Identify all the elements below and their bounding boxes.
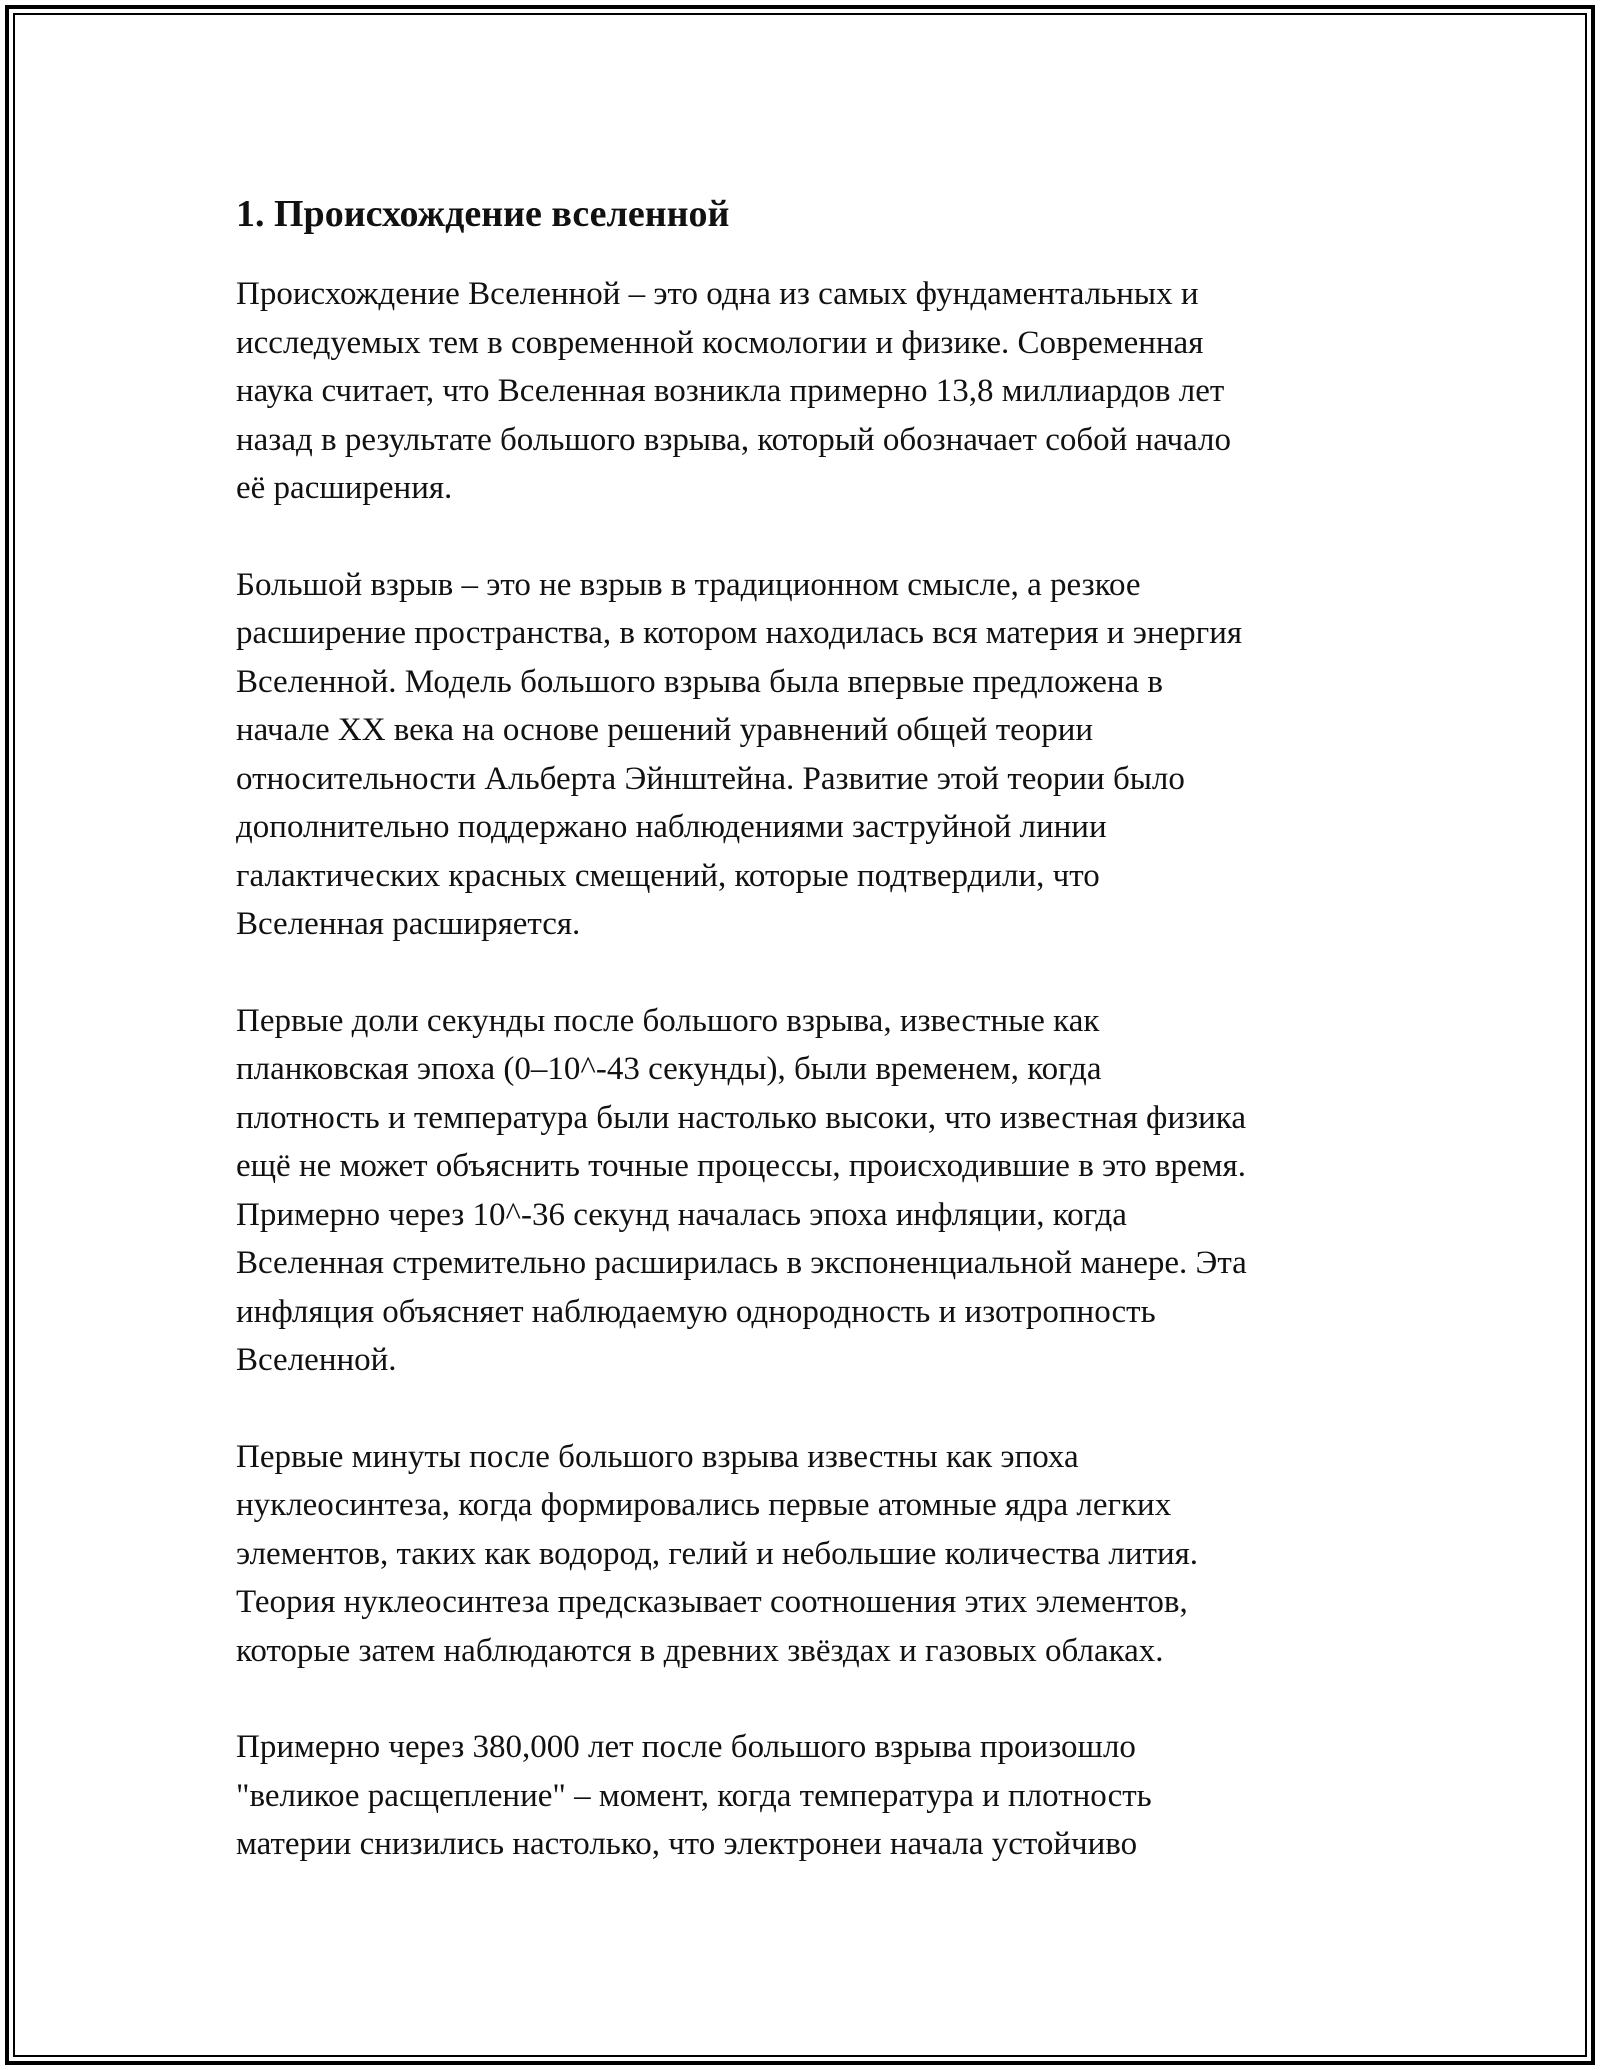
paragraph-line: инфляция объясняет наблюдаемую однородность и изотропность [236, 1293, 1156, 1330]
section-heading: 1. Происхождение вселенной [236, 193, 730, 235]
paragraph-line: Первые минуты после большого взрыва известны как эпоха [236, 1438, 1079, 1475]
paragraph-line: исследуемых тем в современной космологии и физике. Современная [236, 324, 1204, 361]
paragraph-big-bang [236, 561, 1376, 949]
paragraph-recombination [236, 1723, 1376, 1869]
paragraph-line: Примерно через 380,000 лет после большого взрыва произошло [236, 1729, 1136, 1765]
paragraph-origin [236, 270, 1376, 513]
paragraph-line: ещё не может объяснить точные процессы, происходившие в это время. [236, 1148, 1246, 1184]
paragraph-line: материи снизились настолько, что электронеи начала устойчиво [236, 1826, 1138, 1862]
paragraph-line: планковская эпоха (0–10^-43 секунды), были временем, когда [236, 1051, 1102, 1087]
paragraph-line: Вселенная стремительно расширилась в экспоненциальной манере. Эта [236, 1245, 1247, 1281]
paragraph-line: начале XX века на основе решений уравнений общей теории [236, 712, 1094, 748]
document-content [236, 186, 1376, 1917]
paragraph-line: относительности Альберта Эйнштейна. Развитие этой теории было [236, 760, 1185, 797]
paragraph-line: её расширения. [236, 470, 453, 506]
paragraph-line: галактических красных смещений, которые подтвердили, что [236, 857, 1100, 894]
paragraph-line: Примерно через 10^-36 секунд началась эпоха инфляции, когда [236, 1196, 1127, 1233]
paragraph-line: расширение пространства, в котором находилась вся материя и энергия [236, 615, 1243, 651]
paragraph-line: Происхождение Вселенной – это одна из самых фундаментальных и [236, 276, 1199, 312]
paragraph-line: Теория нуклеосинтеза предсказывает соотношения этих элементов, [236, 1584, 1188, 1620]
paragraph-line: назад в результате большого взрыва, который обозначает собой начало [236, 421, 1232, 458]
paragraph-line: наука считает, что Вселенная возникла примерно 13,8 миллиардов лет [236, 373, 1225, 409]
paragraph-line: Большой взрыв – это не взрыв в традиционном смысле, а резкое [236, 566, 1141, 603]
paragraph-line: Вселенной. [236, 1342, 397, 1378]
paragraph-line: дополнительно поддержано наблюдениями заструйной линии [236, 809, 1107, 845]
paragraph-line: Вселенной. Модель большого взрыва была впервые предложена в [236, 663, 1163, 700]
paragraph-line: которые затем наблюдаются в древних звёздах и газовых облаках. [236, 1632, 1164, 1669]
paragraph-nucleosynthesis [236, 1433, 1376, 1676]
paragraph-line: Вселенная расширяется. [236, 906, 581, 942]
paragraph-line: нуклеосинтеза, когда формировались первые атомные ядра легких [236, 1487, 1172, 1523]
paragraph-line: плотность и температура были настолько высоки, что известная физика [236, 1099, 1246, 1136]
paragraph-line: Первые доли секунды после большого взрыва, известные как [236, 1002, 1100, 1039]
paragraph-early-epochs [236, 997, 1376, 1385]
paragraph-line: элементов, таких как водород, гелий и небольшие количества лития. [236, 1535, 1199, 1572]
paragraph-line: "великое расщепление" – момент, когда температура и плотность [236, 1777, 1152, 1814]
